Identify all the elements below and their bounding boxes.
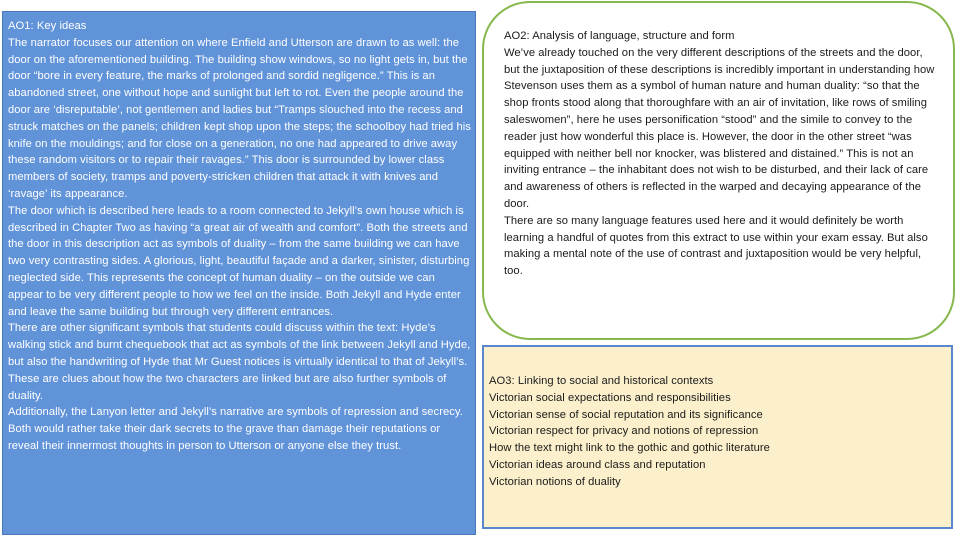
ao1-paragraph: The door which is described here leads to a room connected to Jekyll’s own house which is described in Chapter Two as having “a great air of wealth and comfort”. Both the streets and the door in this description act as symbols of duality – from the same building we can have two very contrasting sides. A glorious, light, beautiful façade and a darker, sinister, disturbing neglected side. This represents the concept of human duality – on the outside we can appear to be very different people to how we feel on the inside. Both Jekyll and Hyde enter and leave the same building but through very different entrances. — [8, 204, 470, 318]
ao3-list-item: Victorian social expectations and responsibilities — [489, 391, 731, 404]
ao3-list-item: Victorian respect for privacy and notions of repression — [489, 425, 759, 438]
ao2-heading: AO2: Analysis of language, structure and form — [504, 30, 735, 42]
ao1-paragraph: There are other significant symbols that students could discuss within the text: Hyde’s walking stick and burnt chequebook that act as symbols of the link between Jekyll and Hyde, but also the handwriting of Hyde that Mr Guest notices is virtually identical to that of Jekyll’s. These are clues about how the two characters are linked but are also further symbols of duality. — [8, 322, 471, 402]
ao1-paragraph: Additionally, the Lanyon letter and Jekyll’s narrative are symbols of repression and secrecy. Both would rather take their dark secrets to the grave than damage their reputations or reveal their innermost thoughts in person to Utterson or anyone else they trust. — [8, 406, 463, 452]
ao2-panel — [482, 1, 955, 340]
ao3-panel — [482, 345, 953, 529]
ao2-paragraph: There are so many language features used here and it would definitely be worth learning a handful of quotes from this extract to use within your exam essay. But also making a mental note of the use of contrast and juxtaposition would be very helpful, too. — [504, 214, 928, 278]
ao3-list-item: Victorian notions of duality — [489, 475, 621, 488]
ao3-heading: AO3: Linking to social and historical contexts — [489, 375, 714, 387]
ao1-panel — [2, 11, 476, 535]
ao3-list-item: How the text might link to the gothic and gothic literature — [489, 442, 770, 455]
ao3-list-item: Victorian ideas around class and reputation — [489, 458, 706, 471]
ao2-paragraph: We’ve already touched on the very different descriptions of the streets and the door, but the juxtaposition of these descriptions is incredibly important in understanding how Stevenson uses them as a symbol of human nature and human duality: “so that the shop fronts stood along that thoroughfare with an air of invitation, like rows of smiling saleswomen”, here he uses personification “stood” and the simile to convey to the reader just how wonderful this place is. However, the door in the other street “was equipped with neither bell nor knocker, was blistered and distained.” This is not an inviting entrance – the inhabitant does not wish to be disturbed, and their lack of care and awareness of others is reflected in the warped and decaying appearance of the door. — [504, 46, 935, 210]
ao3-list-item: Victorian sense of social reputation and its significance — [489, 408, 763, 421]
ao1-heading: AO1: Key ideas — [8, 20, 87, 32]
ao1-paragraph: The narrator focuses our attention on where Enfield and Utterson are drawn to as well: the door on the aforementioned building. The building show windows, so no light gets in, but the door “bore in every feature, the marks of prolonged and sordid negligence.” This is an abandoned street, one without hope and sunlight but left to rot. Even the people around the door are ‘disreputable’, not gentlemen and ladies but “Tramps slouched into the recess and struck matches on the panels; children kept shop upon the steps; the schoolboy had tried his knife on the mouldings; and for close on a generation, no one had appeared to drive away these random visitors or to repair their ravages.” This door is surrounded by lower class members of society, tramps and poverty-stricken children that attack it with knives and ‘ravage’ its appearance. — [8, 36, 471, 200]
